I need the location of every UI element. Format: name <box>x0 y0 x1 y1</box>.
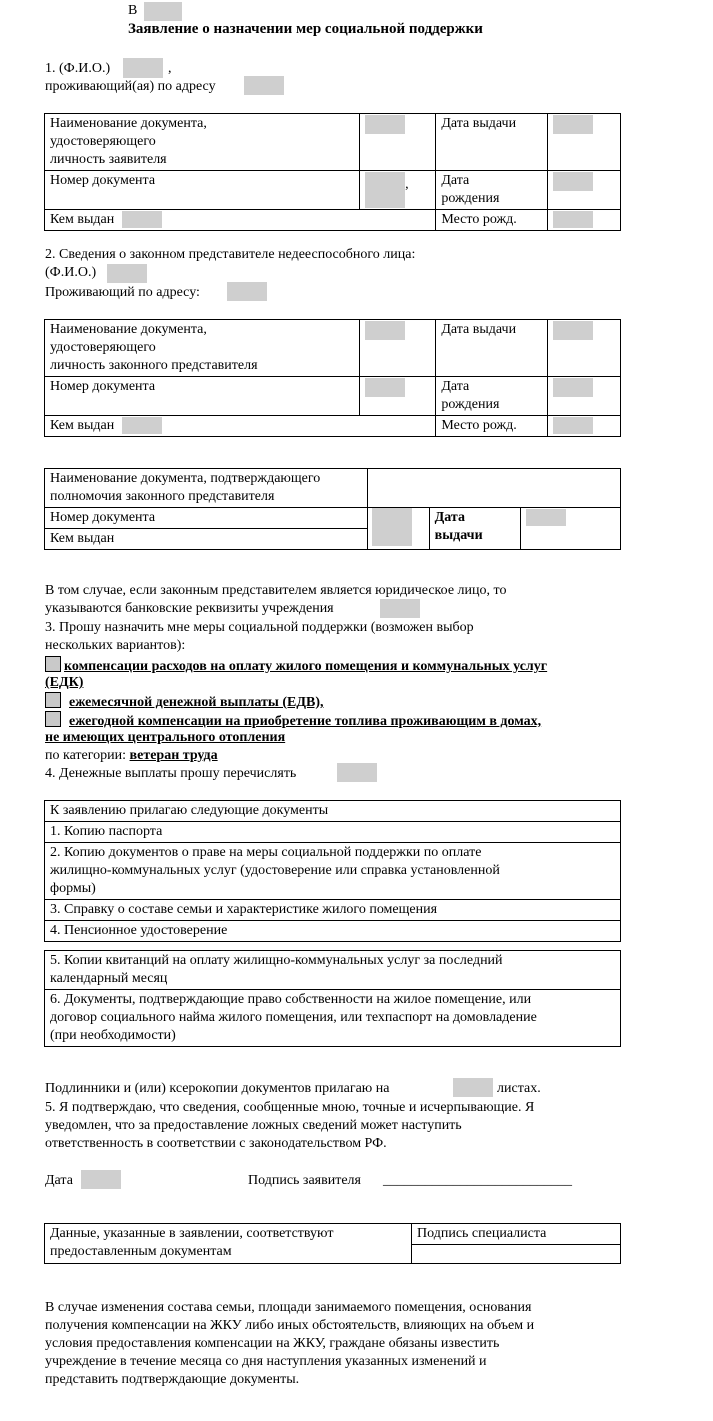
authority-doc-name-cell <box>45 469 368 508</box>
attachment-item-2 <box>45 843 621 900</box>
rep-fio-label: (Ф.И.О.) <box>45 265 97 280</box>
applicant-signature-line[interactable]: ___________________________ <box>383 1173 572 1188</box>
birth-place-field[interactable] <box>553 211 593 228</box>
option-fuel-label-cont: не имеющих центрального отопления <box>45 730 286 745</box>
attachments-table <box>44 800 621 942</box>
attachment-item-4: 4. Пенсионное удостоверение <box>45 921 621 942</box>
applicant-address-label: проживающий(ая) по адресу <box>45 79 216 94</box>
section5-line2: уведомлен, что за предоставление ложных сведений может наступить <box>45 1118 462 1133</box>
doc-number-label: Номер документа <box>50 173 156 188</box>
authority-number-field[interactable] <box>372 508 412 546</box>
rep-issued-by-field[interactable] <box>122 417 162 434</box>
doc-name-field[interactable] <box>365 115 405 134</box>
rep-doc-number-field[interactable] <box>365 378 405 397</box>
verification-text-cell <box>45 1224 412 1264</box>
section2-title: 2. Сведения о законном представителе недееспособного лица: <box>45 247 416 262</box>
rep-id-table <box>44 319 621 437</box>
category-value: ветеран труда <box>129 748 218 763</box>
birth-place-label-cell <box>436 210 547 231</box>
specialist-signature-label: Подпись специалиста <box>412 1224 621 1245</box>
authority-number-value-cell[interactable] <box>368 508 429 550</box>
applicant-fio-field[interactable] <box>123 58 163 78</box>
applicant-signature-label: Подпись заявителя <box>248 1173 361 1188</box>
issued-by-label: Кем выдан <box>50 212 115 227</box>
authority-issue-date-label: выдачи <box>434 528 483 543</box>
issue-date-label: Дата выдачи <box>441 116 517 131</box>
rep-issued-by-cell <box>45 416 436 437</box>
rep-issue-date-label-cell <box>436 320 547 377</box>
attachments-table-2 <box>44 950 621 1047</box>
attachments-header: К заявлению прилагаю следующие документы <box>45 801 621 822</box>
attachment-item-1: 1. Копию паспорта <box>45 822 621 843</box>
attachment-item-2-line: жилищно-коммунальных услуг (удостоверение или справка установленной <box>50 863 500 878</box>
rep-doc-name-line: Наименование документа, <box>50 322 207 337</box>
issued-by-field[interactable] <box>122 211 162 228</box>
doc-name-line: личность заявителя <box>50 152 167 167</box>
category-label: по категории: <box>45 748 127 763</box>
notice-line: условия предоставления компенсации на ЖКУ, граждане обязаны известить <box>45 1336 500 1351</box>
legal-entity-line2: указываются банковские реквизиты учреждения <box>45 601 334 616</box>
bank-details-field[interactable] <box>380 599 420 618</box>
verification-text-line: Данные, указанные в заявлении, соответствуют <box>50 1226 334 1241</box>
authority-issued-by-label: Кем выдан <box>50 531 115 546</box>
doc-name-cell <box>45 114 360 171</box>
rep-birth-place-label-cell <box>436 416 547 437</box>
attachment-item-6 <box>45 990 621 1047</box>
section3-line2: нескольких вариантов): <box>45 638 186 653</box>
birth-place-label: Место рожд. <box>441 212 517 227</box>
originals-prefix: Подлинники и (или) ксерокопии документов прилагаю на <box>45 1081 390 1096</box>
rep-doc-number-label: Номер документа <box>50 379 156 394</box>
doc-number-value-cell[interactable] <box>360 171 436 210</box>
birth-place-value-cell[interactable] <box>547 210 620 231</box>
birth-date-value-cell[interactable] <box>547 171 620 210</box>
authority-doc-name-line: Наименование документа, подтверждающего <box>50 471 321 486</box>
issue-date-value-cell[interactable] <box>547 114 620 171</box>
option-edv-label: ежемесячной денежной выплаты (ЕДВ), <box>69 695 324 710</box>
issued-by-cell <box>45 210 436 231</box>
notice-line: В случае изменения состава семьи, площади занимаемого помещения, основания <box>45 1300 532 1315</box>
attachment-item-2-line: формы) <box>50 881 96 896</box>
attachment-item-2-line: 2. Копию документов о праве на меры социальной поддержки по оплате <box>50 845 482 860</box>
rep-doc-name-value-cell[interactable] <box>360 320 436 377</box>
legal-entity-line1: В том случае, если законным представителем является юридическое лицо, то <box>45 583 507 598</box>
rep-address-field[interactable] <box>227 282 267 301</box>
section3-line1: 3. Прошу назначить мне меры социальной поддержки (возможен выбор <box>45 620 474 635</box>
option-edk-checkbox[interactable] <box>45 656 61 672</box>
section5-line3: ответственность в соответствии с законодательством РФ. <box>45 1136 387 1151</box>
fio-comma: , <box>168 61 172 76</box>
rep-birth-date-label: рождения <box>441 397 500 412</box>
rep-birth-date-label-cell <box>436 377 547 416</box>
doc-name-line: удостоверяющего <box>50 134 156 149</box>
authority-issued-by-cell <box>45 529 368 550</box>
authority-issue-date-label-cell <box>429 508 521 550</box>
issue-date-label-cell <box>436 114 547 171</box>
doc-name-value-cell[interactable] <box>360 114 436 171</box>
birth-date-label-cell <box>436 171 547 210</box>
rep-issue-date-value-cell[interactable] <box>547 320 620 377</box>
to-prefix: В <box>128 3 138 18</box>
rep-doc-number-label-cell <box>45 377 360 416</box>
authority-issue-date-value-cell[interactable] <box>521 508 621 550</box>
option-edk-label: компенсации расходов на оплату жилого помещения и коммунальных услуг <box>64 659 548 674</box>
date-field[interactable] <box>81 1170 121 1189</box>
rep-birth-place-value-cell[interactable] <box>547 416 620 437</box>
recipient-field[interactable] <box>144 2 182 21</box>
verification-table <box>44 1223 621 1264</box>
rep-birth-date-label: Дата <box>441 379 470 394</box>
rep-birth-place-label: Место рожд. <box>441 418 517 433</box>
authority-doc-number-label: Номер документа <box>50 510 156 525</box>
applicant-address-field[interactable] <box>244 76 284 95</box>
attachment-item-6-line: 6. Документы, подтверждающие право собственности на жилое помещение, или <box>50 992 532 1007</box>
attachment-item-6-line: (при необходимости) <box>50 1028 176 1043</box>
authority-doc-name-line: полномочия законного представителя <box>50 489 275 504</box>
rep-doc-name-cell <box>45 320 360 377</box>
applicant-fio-label: 1. (Ф.И.О.) <box>45 61 111 76</box>
rep-issue-date-field[interactable] <box>553 321 593 340</box>
doc-number-field[interactable] <box>365 172 405 208</box>
authority-issue-date-label: Дата <box>434 510 465 525</box>
birth-date-label: Дата <box>441 173 470 188</box>
rep-doc-name-line: удостоверяющего <box>50 340 156 355</box>
authority-doc-number-cell <box>45 508 368 529</box>
authority-doc-table <box>44 468 621 550</box>
originals-suffix: листах. <box>497 1081 541 1096</box>
payment-label: 4. Денежные выплаты прошу перечислять <box>45 766 297 781</box>
rep-birth-place-field[interactable] <box>553 417 593 434</box>
attachment-item-6-line: договор социального найма жилого помещения, или техпаспорт на домовладение <box>50 1010 537 1025</box>
rep-issue-date-label: Дата выдачи <box>441 322 517 337</box>
applicant-id-table <box>44 113 621 231</box>
attachment-item-5 <box>45 951 621 990</box>
rep-birth-date-field[interactable] <box>553 378 593 397</box>
rep-address-label: Проживающий по адресу: <box>45 285 200 300</box>
notice-line: представить подтверждающие документы. <box>45 1372 300 1387</box>
notice-line: учреждение в течение месяца со дня наступления указанных изменений и <box>45 1354 487 1369</box>
rep-doc-name-line: личность законного представителя <box>50 358 258 373</box>
notice-line: получения компенсации на ЖКУ либо иных обстоятельств, влияющих на объем и <box>45 1318 535 1333</box>
payment-details-field[interactable] <box>337 763 377 782</box>
authority-doc-name-value-cell[interactable] <box>368 469 621 508</box>
option-edk-label-cont: (ЕДК) <box>45 675 84 690</box>
option-fuel-label: ежегодной компенсации на приобретение топлива проживающим в домах, <box>69 714 542 729</box>
rep-issued-by-label: Кем выдан <box>50 418 115 433</box>
rep-doc-number-value-cell[interactable] <box>360 377 436 416</box>
section5-line1: 5. Я подтверждаю, что сведения, сообщенные мною, точные и исчерпывающие. Я <box>45 1100 535 1115</box>
attachment-item-3: 3. Справку о составе семьи и характеристике жилого помещения <box>45 900 621 921</box>
sheets-count-field[interactable] <box>453 1078 493 1097</box>
option-fuel[interactable] <box>45 711 541 731</box>
rep-fio-field[interactable] <box>107 264 147 283</box>
attachment-item-5-line: календарный месяц <box>50 971 168 986</box>
doc-number-comma: , <box>405 177 409 192</box>
form-title: Заявление о назначении мер социальной поддержки <box>128 21 483 37</box>
option-edv-checkbox[interactable] <box>45 692 61 708</box>
date-label: Дата <box>45 1173 73 1188</box>
issue-date-field[interactable] <box>553 115 593 134</box>
attachment-item-5-line: 5. Копии квитанций на оплату жилищно-коммунальных услуг за последний <box>50 953 503 968</box>
option-fuel-checkbox[interactable] <box>45 711 61 727</box>
rep-birth-date-value-cell[interactable] <box>547 377 620 416</box>
category-line <box>45 747 218 765</box>
recipient-line <box>128 2 137 20</box>
option-edk[interactable] <box>45 656 625 676</box>
rep-doc-name-field[interactable] <box>365 321 405 340</box>
birth-date-field[interactable] <box>553 172 593 191</box>
verification-text-line: предоставленным документам <box>50 1244 232 1259</box>
doc-name-line: Наименование документа, <box>50 116 207 131</box>
option-edv[interactable] <box>45 692 323 712</box>
authority-issue-date-field[interactable] <box>526 509 566 526</box>
doc-number-label-cell <box>45 171 360 210</box>
change-notice <box>45 1299 617 1389</box>
specialist-signature-field[interactable] <box>412 1245 621 1264</box>
birth-date-label: рождения <box>441 191 500 206</box>
